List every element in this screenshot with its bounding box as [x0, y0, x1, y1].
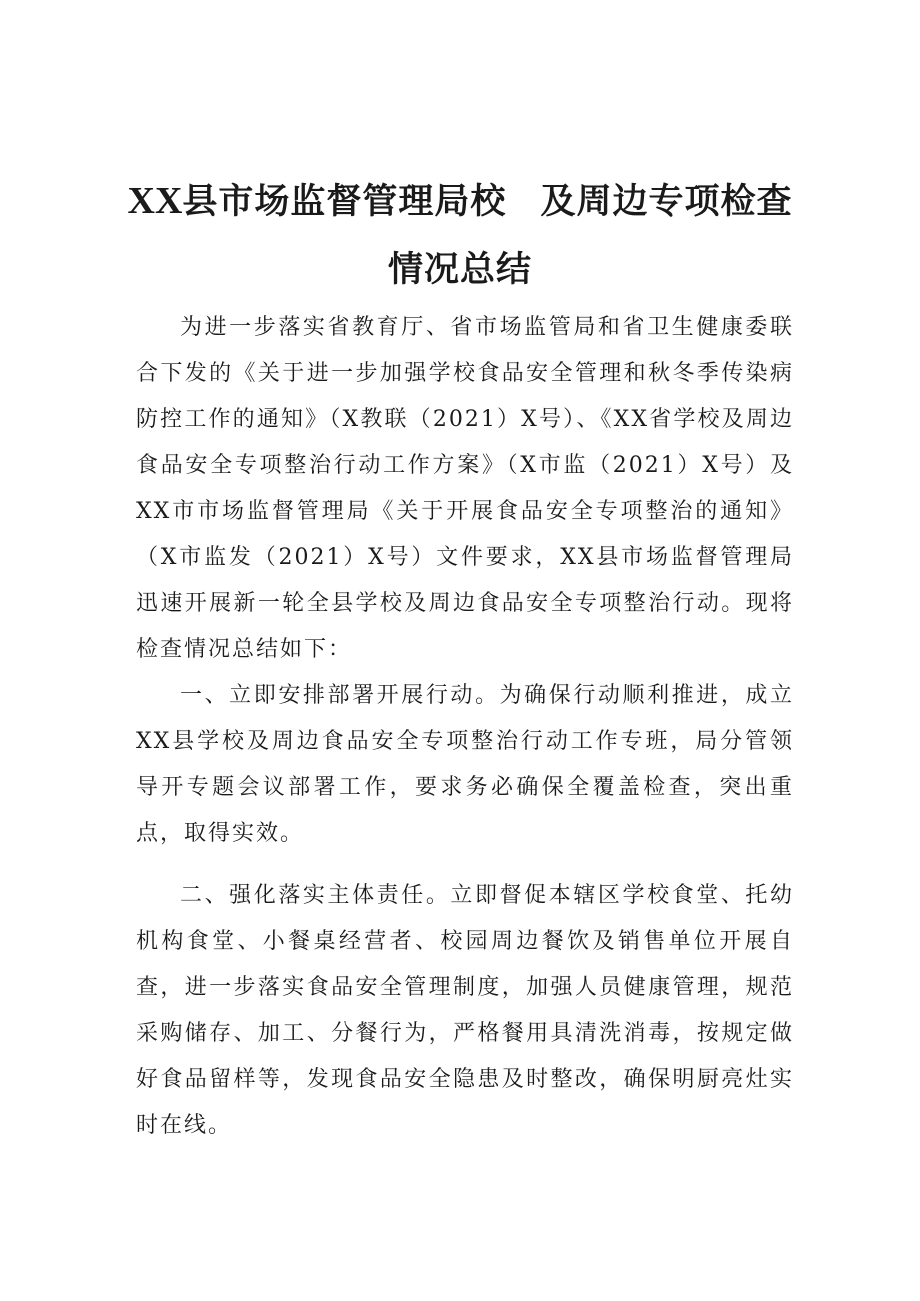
title-line-1-part-2: 及周边专项检查	[540, 182, 793, 222]
paragraph-section-1: 一、立即安排部署开展行动。为确保行动顺利推进，成立XX县学校及周边食品安全专项整治行动工作专班，局分管领导开专题会议部署工作，要求务必确保全覆盖检查，突出重点，取得实效。	[136, 683, 794, 846]
title-line-1-part-1: 县市场监督管理局校	[182, 182, 507, 222]
title-line-2-text: 情况总结	[387, 250, 532, 290]
document-body	[136, 305, 794, 1149]
document-title-line-1	[0, 174, 920, 224]
document-title-line-2	[0, 242, 920, 292]
paragraph-section-2: 二、强化落实主体责任。立即督促本辖区学校食堂、托幼机构食堂、小餐桌经营者、校园周边餐饮及销售单位开展自查，进一步落实食品安全管理制度，加强人员健康管理，规范采购储存、加工、分餐行为，严格餐用具清洗消毒，按规定做好食品留样等，发现食品安全隐患及时整改，确保明厨亮灶实时在线。	[136, 883, 794, 1138]
title-prefix: XX	[127, 180, 183, 222]
paragraph-intro: 为进一步落实省教育厅、省市场监管局和省卫生健康委联合下发的《关于进一步加强学校食品安全管理和秋冬季传染病防控工作的通知》（X教联（2021）X号）、《XX省学校及周边食品安全专项整治行动工作方案》（X市监（2021）X号）及XX市市场监督管理局《关于开展食品安全专项整治的通知》（X市监发（2021）X号）文件要求，XX县市场监督管理局迅速开展新一轮全县学校及周边食品安全专项整治行动。现将检查情况总结如下：	[136, 315, 794, 662]
